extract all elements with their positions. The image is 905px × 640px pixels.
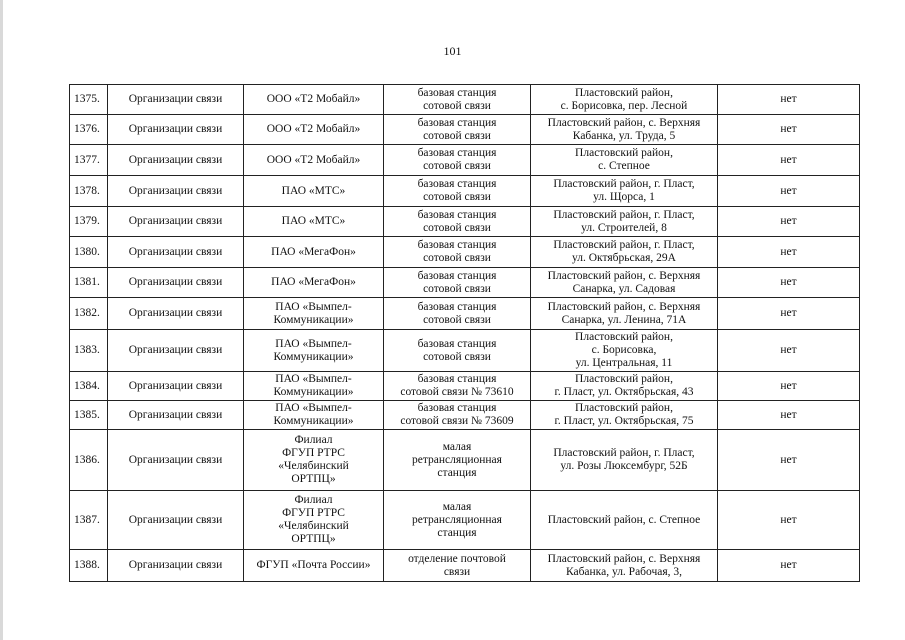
object-cell: базовая станция сотовой связи: [384, 330, 531, 372]
owner-cell: ООО «Т2 Мобайл»: [244, 145, 384, 176]
owner-cell: ООО «Т2 Мобайл»: [244, 85, 384, 115]
object-cell: базовая станция сотовой связи: [384, 176, 531, 207]
object-cell: базовая станция сотовой связи: [384, 115, 531, 145]
table-row: [70, 268, 860, 298]
address-cell: Пластовский район, с. Верхняя Кабанка, ул. Труда, 5: [531, 115, 718, 145]
address-cell: Пластовский район, с. Борисовка, ул. Центральная, 11: [531, 330, 718, 372]
object-cell: базовая станция сотовой связи № 73610: [384, 372, 531, 401]
page-number: 101: [443, 44, 462, 58]
value-cell: нет: [718, 550, 860, 582]
row-number-cell: 1375.: [70, 85, 108, 115]
owner-cell: ПАО «МегаФон»: [244, 268, 384, 298]
table-row: [70, 145, 860, 176]
owner-cell: ПАО «МегаФон»: [244, 237, 384, 268]
address-cell: Пластовский район, г. Пласт, ул. Октябрьская, 43: [531, 372, 718, 401]
object-cell: базовая станция сотовой связи: [384, 298, 531, 330]
address-cell: Пластовский район, г. Пласт, ул. Розы Люксембург, 52Б: [531, 430, 718, 491]
row-number-cell: 1387.: [70, 491, 108, 550]
object-cell: базовая станция сотовой связи: [384, 85, 531, 115]
table-row: [70, 491, 860, 550]
owner-cell: ФГУП «Почта России»: [244, 550, 384, 582]
category-cell: Организации связи: [108, 430, 244, 491]
address-cell: Пластовский район, с. Степное: [531, 145, 718, 176]
category-cell: Организации связи: [108, 85, 244, 115]
scan-edge: [0, 0, 3, 640]
address-cell: Пластовский район, г. Пласт, ул. Строителей, 8: [531, 207, 718, 237]
address-cell: Пластовский район, г. Пласт, ул. Октябрьская, 29А: [531, 237, 718, 268]
table-row: [70, 330, 860, 372]
value-cell: нет: [718, 430, 860, 491]
value-cell: нет: [718, 85, 860, 115]
object-cell: малая ретрансляционная станция: [384, 430, 531, 491]
row-number-cell: 1379.: [70, 207, 108, 237]
value-cell: нет: [718, 268, 860, 298]
value-cell: нет: [718, 145, 860, 176]
object-cell: базовая станция сотовой связи: [384, 145, 531, 176]
table-row: [70, 550, 860, 582]
owner-cell: Филиал ФГУП РТРС «Челябинский ОРТПЦ»: [244, 491, 384, 550]
object-cell: базовая станция сотовой связи: [384, 237, 531, 268]
value-cell: нет: [718, 298, 860, 330]
address-cell: Пластовский район, с. Верхняя Санарка, ул. Ленина, 71А: [531, 298, 718, 330]
owner-cell: ПАО «Вымпел- Коммуникации»: [244, 298, 384, 330]
row-number-cell: 1378.: [70, 176, 108, 207]
address-cell: Пластовский район, г. Пласт, ул. Октябрьская, 75: [531, 401, 718, 430]
address-cell: Пластовский район, с. Верхняя Кабанка, ул. Рабочая, 3,: [531, 550, 718, 582]
row-number-cell: 1382.: [70, 298, 108, 330]
owner-cell: ООО «Т2 Мобайл»: [244, 115, 384, 145]
value-cell: нет: [718, 237, 860, 268]
address-cell: Пластовский район, с. Степное: [531, 491, 718, 550]
row-number-cell: 1380.: [70, 237, 108, 268]
table-row: [70, 237, 860, 268]
address-cell: Пластовский район, с. Борисовка, пер. Лесной: [531, 85, 718, 115]
row-number-cell: 1377.: [70, 145, 108, 176]
table-row: [70, 207, 860, 237]
object-cell: базовая станция сотовой связи: [384, 268, 531, 298]
value-cell: нет: [718, 401, 860, 430]
object-cell: отделение почтовой связи: [384, 550, 531, 582]
row-number-cell: 1386.: [70, 430, 108, 491]
row-number-cell: 1384.: [70, 372, 108, 401]
value-cell: нет: [718, 115, 860, 145]
owner-cell: Филиал ФГУП РТРС «Челябинский ОРТПЦ»: [244, 430, 384, 491]
category-cell: Организации связи: [108, 145, 244, 176]
row-number-cell: 1376.: [70, 115, 108, 145]
table-row: [70, 298, 860, 330]
row-number-cell: 1383.: [70, 330, 108, 372]
category-cell: Организации связи: [108, 115, 244, 145]
row-number-cell: 1388.: [70, 550, 108, 582]
table-row: [70, 430, 860, 491]
owner-cell: ПАО «Вымпел- Коммуникации»: [244, 330, 384, 372]
owner-cell: ПАО «Вымпел- Коммуникации»: [244, 401, 384, 430]
category-cell: Организации связи: [108, 268, 244, 298]
object-cell: базовая станция сотовой связи № 73609: [384, 401, 531, 430]
value-cell: нет: [718, 176, 860, 207]
value-cell: нет: [718, 207, 860, 237]
category-cell: Организации связи: [108, 176, 244, 207]
owner-cell: ПАО «МТС»: [244, 176, 384, 207]
object-cell: базовая станция сотовой связи: [384, 207, 531, 237]
address-cell: Пластовский район, с. Верхняя Санарка, ул. Садовая: [531, 268, 718, 298]
category-cell: Организации связи: [108, 550, 244, 582]
value-cell: нет: [718, 330, 860, 372]
value-cell: нет: [718, 491, 860, 550]
owner-cell: ПАО «Вымпел- Коммуникации»: [244, 372, 384, 401]
table-row: [70, 115, 860, 145]
table-row: [70, 372, 860, 401]
registry-table: [69, 84, 860, 582]
category-cell: Организации связи: [108, 330, 244, 372]
table-row: [70, 176, 860, 207]
category-cell: Организации связи: [108, 237, 244, 268]
row-number-cell: 1385.: [70, 401, 108, 430]
category-cell: Организации связи: [108, 207, 244, 237]
address-cell: Пластовский район, г. Пласт, ул. Щорса, 1: [531, 176, 718, 207]
owner-cell: ПАО «МТС»: [244, 207, 384, 237]
table-row: [70, 85, 860, 115]
row-number-cell: 1381.: [70, 268, 108, 298]
category-cell: Организации связи: [108, 491, 244, 550]
object-cell: малая ретрансляционная станция: [384, 491, 531, 550]
category-cell: Организации связи: [108, 298, 244, 330]
category-cell: Организации связи: [108, 401, 244, 430]
category-cell: Организации связи: [108, 372, 244, 401]
value-cell: нет: [718, 372, 860, 401]
table-row: [70, 401, 860, 430]
